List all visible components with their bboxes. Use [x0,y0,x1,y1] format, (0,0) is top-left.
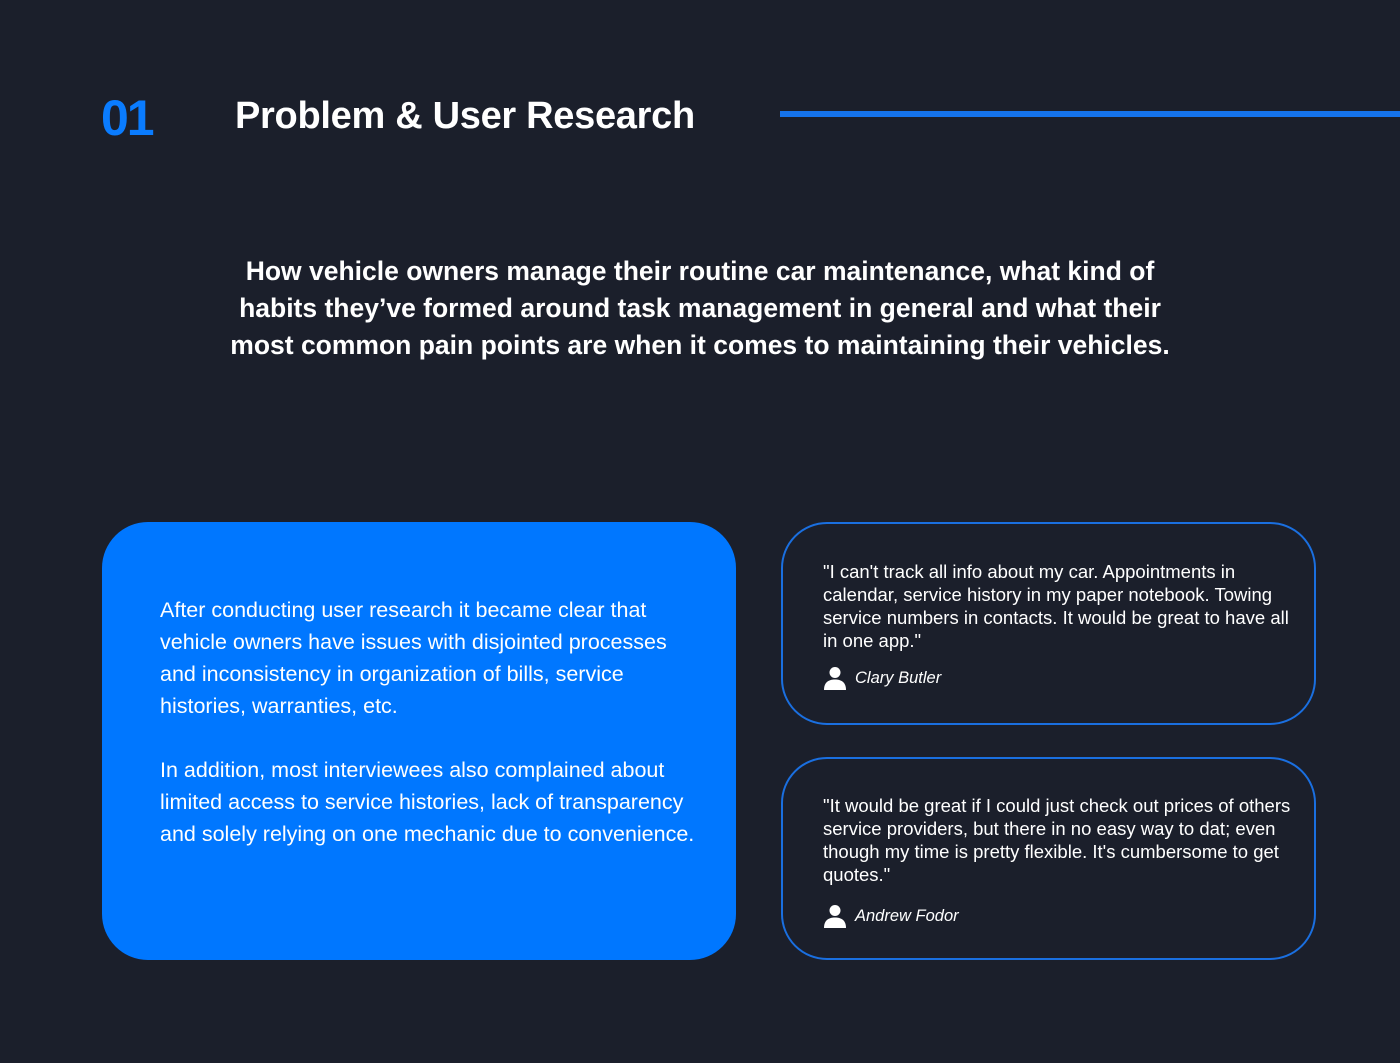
person-icon [823,666,847,690]
quote-text: "I can't track all info about my car. Appointments in calendar, service history in my paper notebook. Towing service numbers in contacts. It would be great to have all in one app." [823,561,1289,651]
title-divider [780,111,1400,117]
quote-card [781,522,1316,725]
author-name: Clary Butler [855,669,942,687]
quote-text: "It would be great if I could just check out prices of others service providers, but there in no easy way to dat; even though my time is pretty flexible. It's cumbersome to get quotes." [823,795,1291,885]
findings-card [102,522,736,960]
quote-author [823,666,1294,690]
quote-card [781,757,1316,960]
findings-paragraph: In addition, most interviewees also complained about limited access to service histories, lack of transparency and solely relying on one mechanic due to convenience. [160,758,695,846]
quote-author [823,904,1298,928]
author-name: Andrew Fodor [855,907,959,925]
section-number: 01 [101,90,153,146]
findings-paragraph: After conducting user research it became clear that vehicle owners have issues with disjointed processes and inconsistency in organization of bills, service histories, warranties, etc. [160,598,667,718]
section-title: Problem & User Research [235,95,695,137]
person-icon [823,904,847,928]
research-question: How vehicle owners manage their routine car maintenance, what kind of habits they’ve formed around task management in general and what their most common pain points are when it comes to maintaining their vehicles. [230,256,1170,360]
